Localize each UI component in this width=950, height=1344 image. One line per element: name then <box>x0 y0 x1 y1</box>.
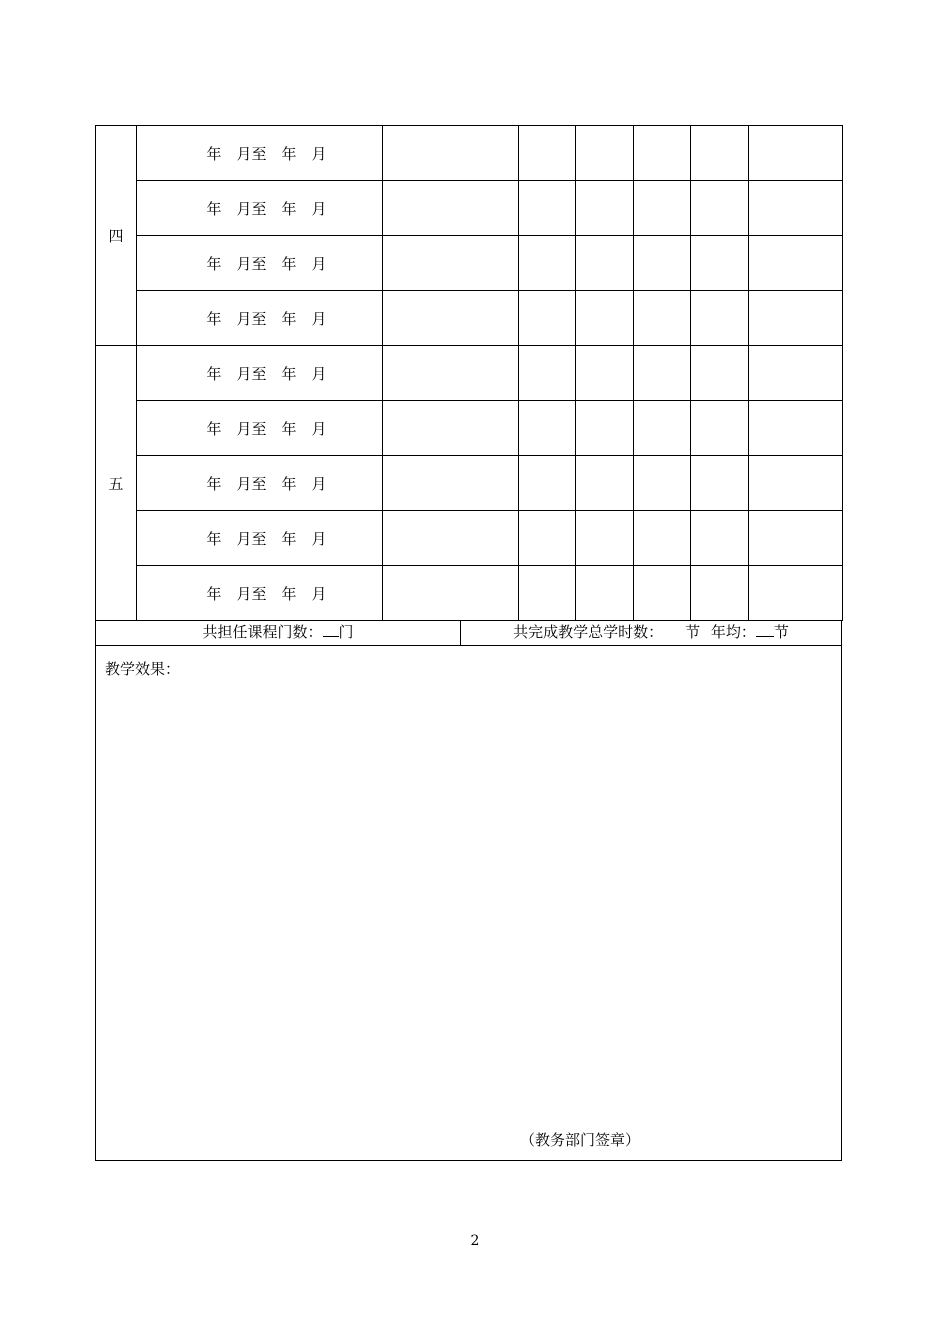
date-range-cell[interactable] <box>137 456 383 511</box>
blank-cell[interactable] <box>749 456 843 511</box>
date-range-label: 年 月至 年 月 <box>206 419 327 438</box>
blank-cell[interactable] <box>749 291 843 346</box>
blank-cell[interactable] <box>576 126 634 181</box>
blank-cell[interactable] <box>691 401 749 456</box>
blank-cell[interactable] <box>634 126 691 181</box>
table-row <box>96 346 843 401</box>
blank-cell[interactable] <box>519 346 576 401</box>
date-range-label: 年 月至 年 月 <box>206 254 327 273</box>
course-count-suffix: 门 <box>338 623 354 641</box>
table-row <box>96 236 843 291</box>
date-range-cell[interactable] <box>137 346 383 401</box>
date-range-cell[interactable] <box>137 511 383 566</box>
date-range-label: 年 月至 年 月 <box>206 144 327 163</box>
blank-cell[interactable] <box>383 566 519 621</box>
table-row <box>96 181 843 236</box>
blank-cell[interactable] <box>383 346 519 401</box>
course-count-blank[interactable] <box>323 622 339 637</box>
table-row <box>96 511 843 566</box>
annual-average-suffix: 节 <box>773 623 789 641</box>
blank-cell[interactable] <box>519 126 576 181</box>
blank-cell[interactable] <box>383 126 519 181</box>
blank-cell[interactable] <box>749 181 843 236</box>
table-row <box>96 291 843 346</box>
blank-cell[interactable] <box>634 511 691 566</box>
blank-cell[interactable] <box>519 401 576 456</box>
blank-cell[interactable] <box>749 511 843 566</box>
blank-cell[interactable] <box>576 456 634 511</box>
blank-cell[interactable] <box>749 401 843 456</box>
date-range-cell[interactable] <box>137 236 383 291</box>
blank-cell[interactable] <box>749 126 843 181</box>
blank-cell[interactable] <box>519 236 576 291</box>
blank-cell[interactable] <box>519 456 576 511</box>
table-row <box>96 456 843 511</box>
blank-cell[interactable] <box>634 236 691 291</box>
blank-cell[interactable] <box>691 181 749 236</box>
page-number: 2 <box>470 1233 480 1249</box>
teaching-record-table <box>95 125 843 621</box>
teaching-effect-box[interactable] <box>95 646 842 1161</box>
blank-cell[interactable] <box>519 511 576 566</box>
blank-cell[interactable] <box>691 291 749 346</box>
blank-cell[interactable] <box>634 401 691 456</box>
total-hours-cell <box>461 620 841 645</box>
annual-average-prefix: 年均： <box>710 623 756 641</box>
date-range-label: 年 月至 年 月 <box>206 309 327 328</box>
date-range-label: 年 月至 年 月 <box>206 474 327 493</box>
department-stamp-label: （教务部门签章） <box>520 1131 641 1149</box>
blank-cell[interactable] <box>576 511 634 566</box>
blank-cell[interactable] <box>634 566 691 621</box>
blank-cell[interactable] <box>691 456 749 511</box>
group-label-cell: 四 <box>96 126 137 346</box>
blank-cell[interactable] <box>691 511 749 566</box>
blank-cell[interactable] <box>634 346 691 401</box>
date-range-cell[interactable] <box>137 126 383 181</box>
table-row <box>96 566 843 621</box>
annual-average-blank[interactable] <box>756 622 774 637</box>
blank-cell[interactable] <box>691 126 749 181</box>
course-count-cell <box>96 620 461 645</box>
date-range-label: 年 月至 年 月 <box>206 529 327 548</box>
blank-cell[interactable] <box>749 236 843 291</box>
blank-cell[interactable] <box>576 566 634 621</box>
total-hours-unit: 节 <box>685 623 701 641</box>
date-range-label: 年 月至 年 月 <box>206 364 327 383</box>
date-range-label: 年 月至 年 月 <box>206 199 327 218</box>
group-label-cell: 五 <box>96 346 137 621</box>
blank-cell[interactable] <box>634 181 691 236</box>
blank-cell[interactable] <box>691 566 749 621</box>
blank-cell[interactable] <box>383 401 519 456</box>
date-range-cell[interactable] <box>137 291 383 346</box>
blank-cell[interactable] <box>383 291 519 346</box>
blank-cell[interactable] <box>576 236 634 291</box>
blank-cell[interactable] <box>749 566 843 621</box>
teaching-effect-label: 教学效果： <box>105 660 181 678</box>
date-range-cell[interactable] <box>137 181 383 236</box>
blank-cell[interactable] <box>576 346 634 401</box>
blank-cell[interactable] <box>383 181 519 236</box>
total-hours-prefix: 共完成教学总学时数： <box>513 623 664 641</box>
date-range-label: 年 月至 年 月 <box>206 584 327 603</box>
blank-cell[interactable] <box>576 401 634 456</box>
table-row <box>96 126 843 181</box>
blank-cell[interactable] <box>383 456 519 511</box>
blank-cell[interactable] <box>634 456 691 511</box>
blank-cell[interactable] <box>383 236 519 291</box>
blank-cell[interactable] <box>691 346 749 401</box>
blank-cell[interactable] <box>634 291 691 346</box>
blank-cell[interactable] <box>519 566 576 621</box>
blank-cell[interactable] <box>519 291 576 346</box>
blank-cell[interactable] <box>383 511 519 566</box>
blank-cell[interactable] <box>519 181 576 236</box>
blank-cell[interactable] <box>691 236 749 291</box>
blank-cell[interactable] <box>749 346 843 401</box>
date-range-cell[interactable] <box>137 401 383 456</box>
course-count-prefix: 共担任课程门数： <box>202 623 323 641</box>
date-range-cell[interactable] <box>137 566 383 621</box>
table-row <box>96 401 843 456</box>
summary-row <box>95 620 842 646</box>
blank-cell[interactable] <box>576 291 634 346</box>
blank-cell[interactable] <box>576 181 634 236</box>
